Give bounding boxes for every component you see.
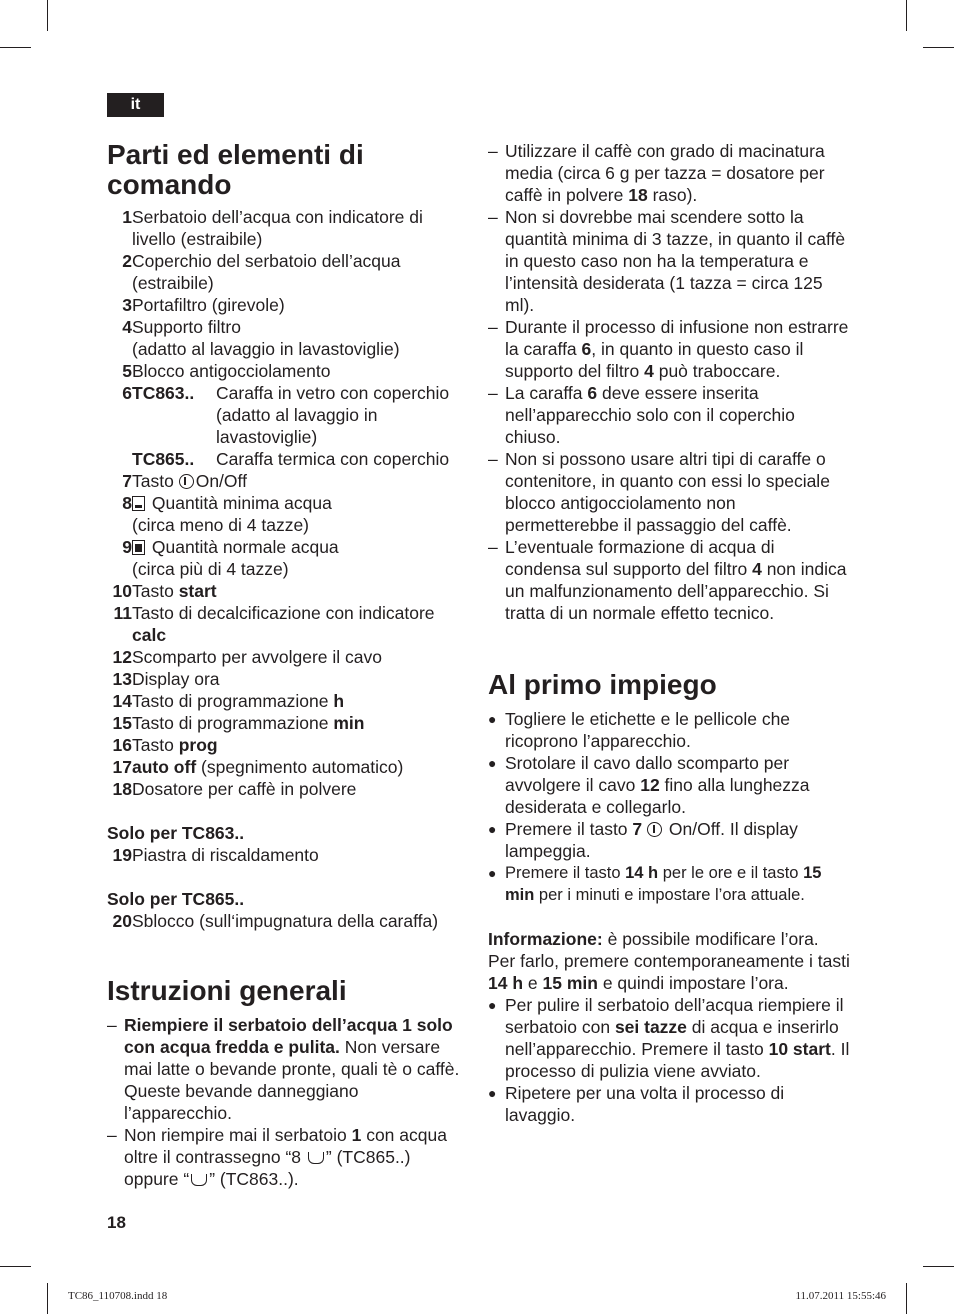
water-tank-low-icon [132,496,145,511]
item-number: 16 [112,735,132,755]
list-item [107,316,467,360]
footer-file: TC86_110708.indd 18 [68,1290,168,1302]
item-text: Tasto [132,735,179,755]
list-item: ● Premere il tasto 14 h per le ore e il tasto 15 min per i minuti e impostare l’ora attuale. [488,864,822,904]
item-text: Durante il processo di infusione non estrarre la caraffa [505,317,849,359]
item-keyword: start [178,581,217,601]
item-keyword: sei tazze [614,1017,687,1037]
item-text: Piastra di riscaldamento [132,845,319,865]
list-item [107,382,467,448]
item-number: 9 [122,537,132,557]
crop-mark [0,1266,31,1267]
item-text: Caraffa termica con coperchio [216,449,450,469]
item-text: Sblocco (sull‘impugnatura della caraffa) [132,911,439,931]
list-item [107,646,467,668]
list-item [107,360,467,382]
item-text: Non si dovrebbe mai scendere sotto la quantità minima di 3 tazze, in quanto il caffè in questo caso non ha la temperatura e l’intensità desiderata (1 tazza = circa 125 ml). [505,207,846,315]
item-text: Serbatoio dell’acqua con indicatore di livello (estraibile) [132,207,423,249]
item-text: . Il processo di pulizia viene avviato. [505,1039,850,1081]
item-keyword: 14 h [488,973,524,993]
section-title-first-use: Al primo impiego [488,669,717,700]
item-keyword: 14 h [625,864,659,882]
item-number: 1 [122,207,132,227]
item-text: Premere il tasto [505,819,633,839]
item-text: Tasto [132,581,179,601]
item-text: (adatto al lavaggio in lavastoviglie) [132,339,400,359]
item-text: Blocco antigocciolamento [132,361,331,381]
item-text: Non riempire mai il serbatoio [124,1125,352,1145]
item-text: On/Off [195,471,247,491]
item-keyword: Riempiere il serbatoio dell’acqua 1 solo con acqua fredda e pulita. [124,1015,453,1057]
item-keyword: min [333,713,365,733]
list-item [107,448,467,470]
item-keyword: 1 [351,1125,362,1145]
model-note-label: Solo per TC865.. [107,889,245,909]
crop-mark [923,47,954,48]
item-text: Dosatore per caffè in polvere [132,779,357,799]
item-text: raso). [647,185,698,205]
crop-mark [923,1266,954,1267]
item-text: Non si possono usare altri tipi di caraffe o contenitore, in quanto con essi lo speciale blocco antigocciolamento non permetterebbe il passaggio del caffè. [505,449,830,535]
list-item [107,492,467,536]
right-column [488,140,850,1126]
power-icon [179,474,194,489]
crop-mark [906,0,907,31]
item-text: On/Off. Il display lampeggia. [505,819,798,861]
item-number: 4 [122,317,132,337]
item-number: 20 [112,911,132,931]
list-item: – Utilizzare il caffè con grado di macinatura media (circa 6 g per tazza = dosatore per caffè in polvere 18 raso). [488,141,825,205]
item-text: Non versare mai latte o bevande pronte, quali tè o caffè. Queste bevande danneggiano l’apparecchio. [124,1037,460,1123]
info-label: Informazione: [488,929,603,949]
list-item: – Non riempire mai il serbatoio 1 con acqua oltre il contrassegno “8 ” (TC865..) oppure “ ” (TC863..). [107,1125,447,1189]
parts-list [107,206,467,932]
item-text: per le ore e il tasto [658,864,804,882]
language-tab: it [107,93,164,117]
item-number: 14 [112,691,132,711]
list-item [107,844,467,866]
list-item: ● Premere il tasto 7 On/Off. Il display lampeggia. [488,819,798,861]
item-keyword: 18 [628,185,648,205]
list-item: – La caraffa 6 deve essere inserita nell’apparecchio solo con il coperchio chiuso. [488,383,795,447]
item-number: 2 [122,251,132,271]
list-item [107,250,467,294]
item-number: 6 [122,383,132,403]
item-keyword: h [333,691,345,711]
item-number: 12 [112,647,132,667]
item-text: La caraffa [505,383,588,403]
item-keyword: 4 [752,559,762,579]
item-text: ” (TC863..). [209,1169,299,1189]
item-text: Per pulire il serbatoio dell’acqua riempiere il serbatoio con [505,995,844,1037]
footer-datetime: 11.07.2011 15:55:46 [795,1290,886,1302]
item-text: Srotolare il cavo dallo scomparto per avvolgere il cavo [505,753,790,795]
item-text: Tasto di decalcificazione con indicatore [132,603,435,623]
item-keyword: calc [132,625,167,645]
item-text: con acqua oltre il contrassegno “8 [124,1125,447,1167]
list-item [107,690,467,712]
item-text: fino alla lunghezza desiderata e collegarlo. [505,775,810,817]
item-number: 13 [112,669,132,689]
list-item: ● Per pulire il serbatoio dell’acqua riempiere il serbatoio con sei tazze di acqua e inserirlo nell’apparecchio. Premere il tasto 10 start. Il processo di pulizia viene avviato. [488,995,850,1081]
list-item [107,778,467,800]
item-keyword: 15 min [505,864,822,904]
item-text: Quantità normale acqua [151,537,339,557]
item-text: Togliere le etichette e le pellicole che ricoprono l’apparecchio. [505,709,791,751]
crop-mark [47,0,48,31]
item-keyword: 6 [581,339,592,359]
list-item: – Durante il processo di infusione non estrarre la caraffa 6, in quanto in questo caso il supporto del filtro 4 può traboccare. [488,317,849,381]
item-text: Ripetere per una volta il processo di lavaggio. [505,1083,785,1125]
item-text: può traboccare. [653,361,781,381]
item-keyword: 4 [644,361,654,381]
item-number: 3 [122,295,132,315]
item-number: 7 [122,471,132,491]
crop-mark [906,1283,907,1314]
item-text: Tasto [132,471,174,491]
item-text: Tasto di programmazione [132,691,334,711]
item-keyword: 6 [587,383,598,403]
item-number: 8 [122,493,132,513]
item-text: , in quanto in questo caso il supporto del filtro [505,339,804,381]
item-text: e [523,973,543,993]
item-text: è possibile modificare l’ora. Per farlo, premere contemporaneamente i tasti [488,929,850,971]
list-item [107,668,467,690]
list-item [107,580,467,602]
item-text: deve essere inserita nell’apparecchio solo con il coperchio chiuso. [505,383,795,447]
item-number [107,448,132,470]
list-item: – Non si possono usare altri tipi di caraffe o contenitore, in quanto con essi lo speciale blocco antigocciolamento non permetterebbe il passaggio del caffè. [488,448,850,536]
water-tank-full-icon [132,540,145,555]
item-keyword: 12 [640,775,660,795]
item-number: 17 [112,757,132,777]
model-note-label: Solo per TC863.. [107,823,245,843]
info-paragraph [488,928,850,994]
list-item: ● Ripetere per una volta il processo di lavaggio. [488,1082,850,1126]
list-item [107,712,467,734]
item-number: 10 [112,581,132,601]
list-item: – Riempiere il serbatoio dell’acqua 1 solo con acqua fredda e pulita. Non versare mai latte o bevande pronte, quali tè o caffè. Queste bevande danneggiano l’apparecchio. [107,1015,460,1123]
item-text: Utilizzare il caffè con grado di macinatura media (circa 6 g per tazza = dosatore per caffè in polvere [505,141,825,205]
list-item [107,756,467,778]
page-number: 18 [107,1213,126,1232]
item-text: Quantità minima acqua [151,493,332,513]
item-text: e quindi impostare l’ora. [597,973,789,993]
section-title-parts: Parti ed elementi di comando [107,139,364,200]
model-code: TC863.. [132,383,195,403]
section-title-general: Istruzioni generali [107,975,347,1006]
power-icon [647,822,662,837]
item-text: Coperchio del serbatoio dell’acqua (estraibile) [132,251,401,293]
item-keyword: prog [178,735,218,755]
list-item: – L’eventuale formazione di acqua di condensa sul supporto del filtro 4 non indica un malfunzionamento dell’apparecchio. Si tratta di un normale effetto tecnico. [488,537,847,623]
list-item: ● Srotolare il cavo dallo scomparto per avvolgere il cavo 12 fino alla lunghezza desiderata e collegarlo. [488,753,810,817]
item-keyword: auto off [132,757,197,777]
crop-mark [0,47,31,48]
item-number: 5 [122,361,132,381]
item-text: (circa più di 4 tazze) [132,559,289,579]
item-number: 18 [112,779,132,799]
list-item [107,536,467,580]
item-text: Premere il tasto [505,864,626,882]
item-text: L’eventuale formazione di acqua di condensa sul supporto del filtro [505,537,775,579]
list-item: – Non si dovrebbe mai scendere sotto la quantità minima di 3 tazze, in quanto il caffè in questo caso non ha la temperatura e l’intensità desiderata (1 tazza = circa 125 ml). [488,206,850,316]
list-item [107,910,467,932]
item-number: 19 [112,845,132,865]
item-text: di acqua e inserirlo nell’apparecchio. Premere il tasto [505,1017,839,1059]
list-item [107,470,467,492]
item-text: ” (TC865..) oppure “ [124,1147,411,1189]
item-text: non indica un malfunzionamento dell’apparecchio. Si tratta di un normale effetto tecnico. [505,559,847,623]
list-item [107,602,467,646]
item-number: 11 [113,603,132,623]
model-code: TC865.. [132,449,195,469]
item-text: Tasto di programmazione [132,713,334,733]
list-item [107,734,467,756]
list-item [107,206,467,250]
crop-mark [47,1283,48,1314]
item-text: Caraffa in vetro con coperchio (adatto al lavaggio in lavastoviglie) [216,383,450,447]
item-keyword: 7 [632,819,643,839]
left-column [107,140,467,1190]
item-keyword: 15 min [542,973,598,993]
cup-icon [308,1152,324,1164]
item-text: Display ora [132,669,220,689]
list-item: ● Togliere le etichette e le pellicole che ricoprono l’apparecchio. [488,708,850,752]
item-keyword: 10 start [768,1039,831,1059]
list-item [107,294,467,316]
item-text: (spegnimento automatico) [196,757,404,777]
item-text: (circa meno di 4 tazze) [132,515,310,535]
item-text: per i minuti e impostare l’ora attuale. [534,886,805,904]
item-number: 15 [112,713,132,733]
item-text: Supporto filtro [132,317,241,337]
item-text: Scomparto per avvolgere il cavo [132,647,382,667]
item-text: Portafiltro (girevole) [132,295,285,315]
cup-icon [191,1174,207,1186]
